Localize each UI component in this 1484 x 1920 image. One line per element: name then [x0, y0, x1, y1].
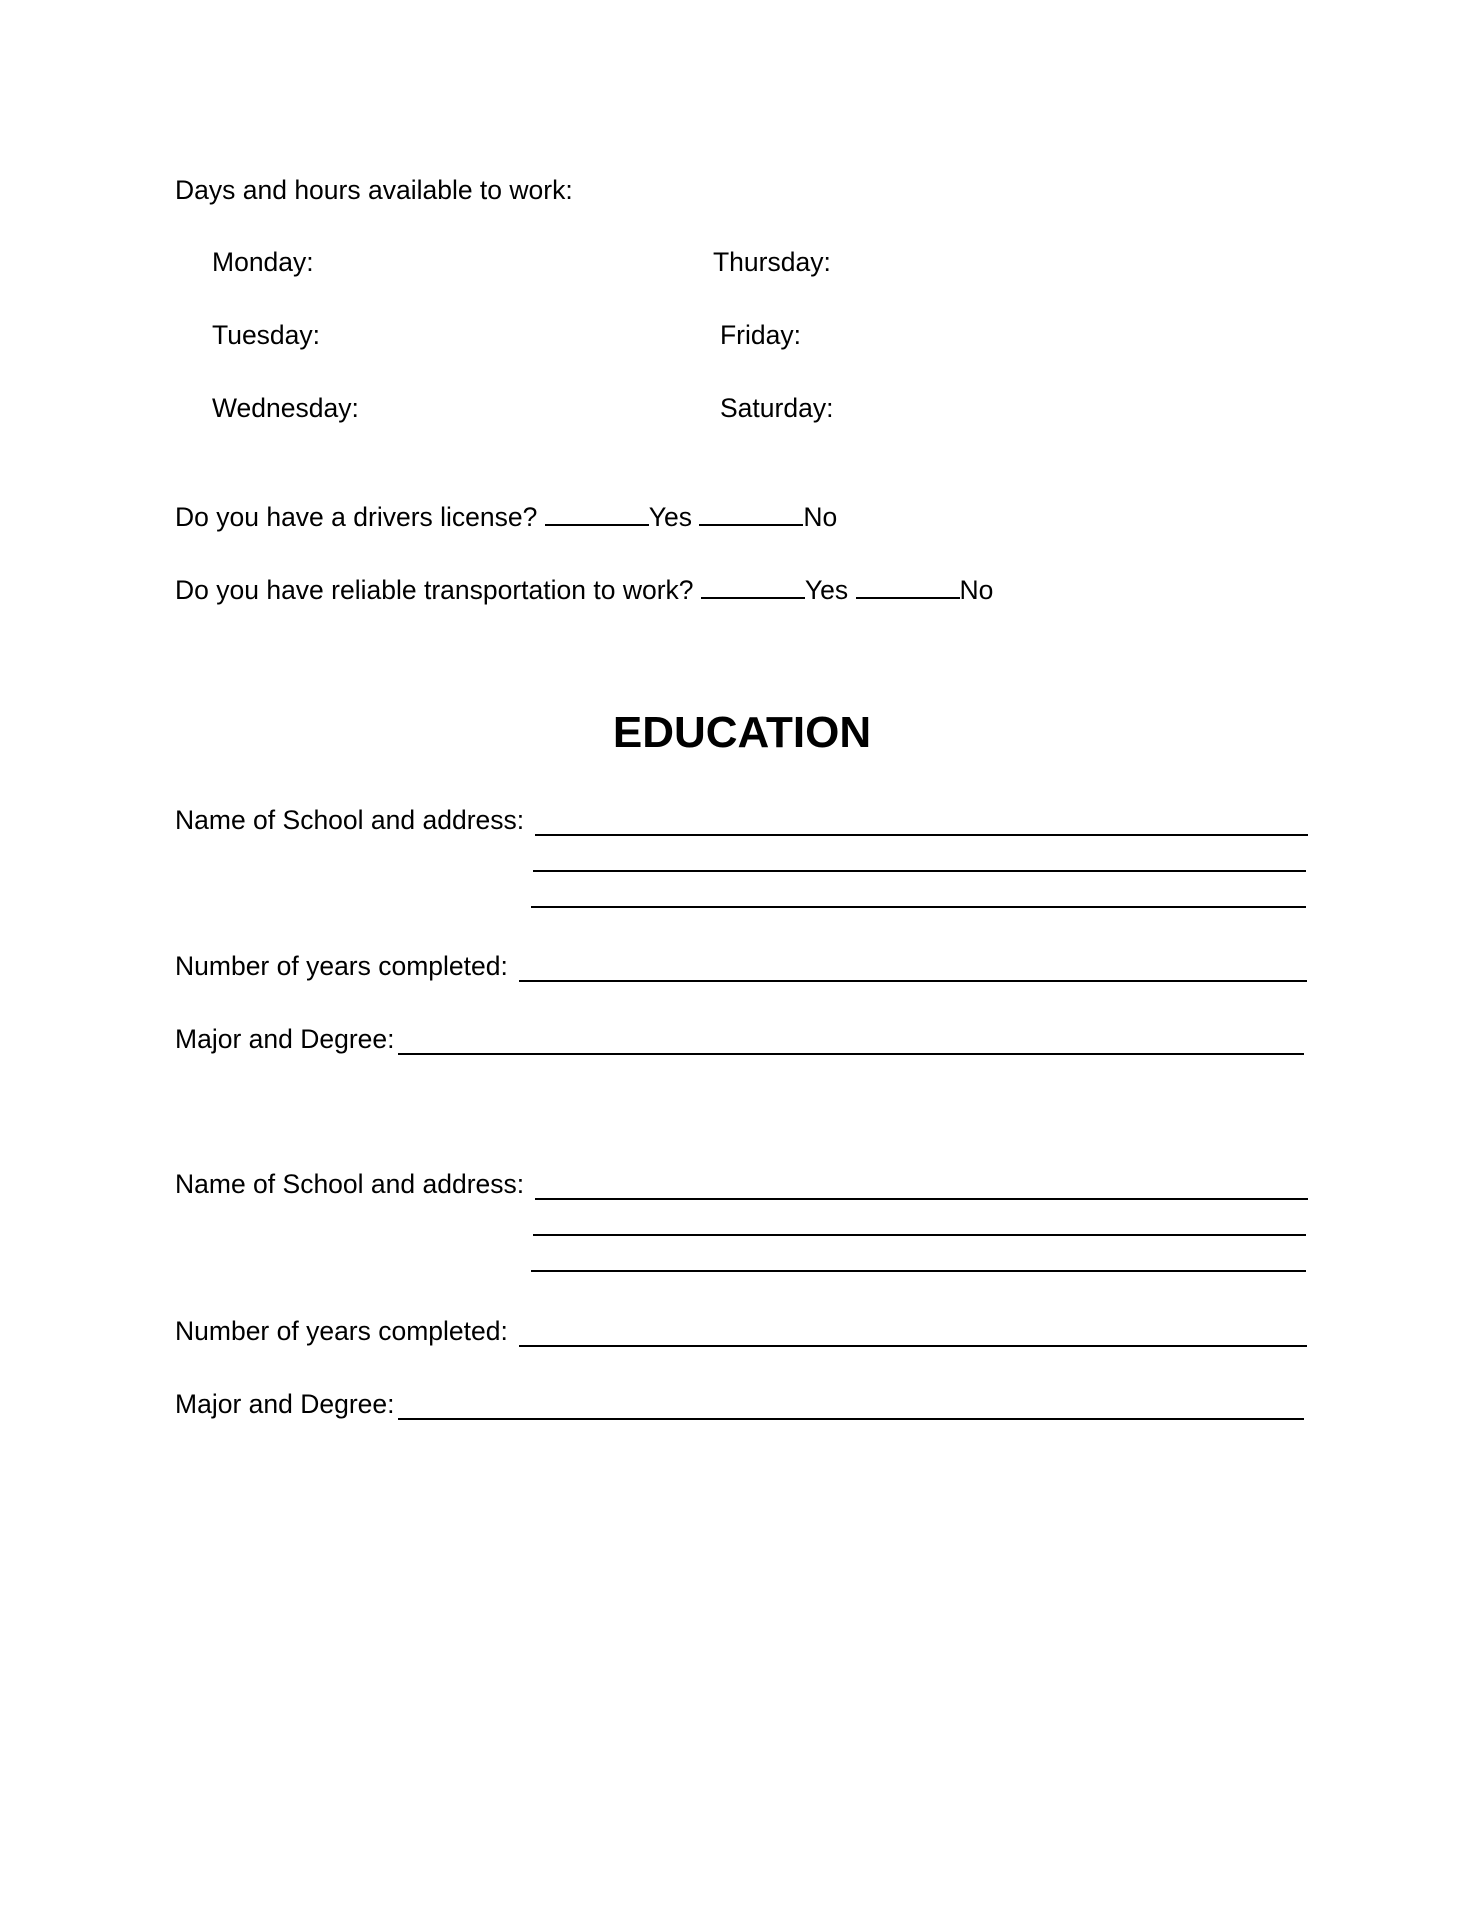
transportation-prompt: Do you have reliable transportation to work? — [175, 575, 694, 605]
drivers-license-yes-blank[interactable] — [545, 502, 649, 526]
education-heading: EDUCATION — [612, 708, 872, 757]
day-label-tuesday: Tuesday: — [212, 320, 321, 350]
school-name-label: Name of School and address: — [175, 805, 525, 835]
drivers-license-no-blank[interactable] — [699, 502, 803, 526]
years-completed-line[interactable] — [519, 980, 1307, 982]
drivers-license-no-label: No — [803, 502, 838, 532]
day-label-saturday: Saturday: — [720, 393, 834, 423]
transportation-no-label: No — [959, 575, 994, 605]
day-label-monday: Monday: — [212, 247, 314, 277]
drivers-license-prompt: Do you have a drivers license? — [175, 502, 538, 532]
transportation-yes-label: Yes — [804, 575, 849, 605]
availability-prompt: Days and hours available to work: — [175, 175, 573, 205]
drivers-license-yes-label: Yes — [648, 502, 692, 532]
major-degree-label: Major and Degree: — [175, 1024, 395, 1054]
school-address-line-2[interactable] — [533, 870, 1306, 872]
day-label-thursday: Thursday: — [713, 247, 831, 277]
day-label-friday: Friday: — [720, 320, 801, 350]
major-degree-label: Major and Degree: — [175, 1389, 395, 1419]
major-degree-line[interactable] — [398, 1053, 1304, 1055]
school-address-line-3[interactable] — [531, 1270, 1306, 1272]
years-completed-line[interactable] — [519, 1345, 1307, 1347]
day-label-wednesday: Wednesday: — [212, 393, 359, 423]
school-address-line-2[interactable] — [533, 1234, 1306, 1236]
school-address-line-1[interactable] — [535, 1198, 1308, 1200]
transportation-yes-blank[interactable] — [701, 575, 805, 599]
school-address-line-1[interactable] — [535, 834, 1308, 836]
major-degree-line[interactable] — [398, 1418, 1304, 1420]
school-address-line-3[interactable] — [531, 906, 1306, 908]
transportation-question — [175, 574, 993, 606]
transportation-no-blank[interactable] — [856, 575, 960, 599]
school-name-label: Name of School and address: — [175, 1169, 525, 1199]
drivers-license-question — [175, 501, 837, 533]
years-completed-label: Number of years completed: — [175, 1316, 508, 1346]
years-completed-label: Number of years completed: — [175, 951, 508, 981]
